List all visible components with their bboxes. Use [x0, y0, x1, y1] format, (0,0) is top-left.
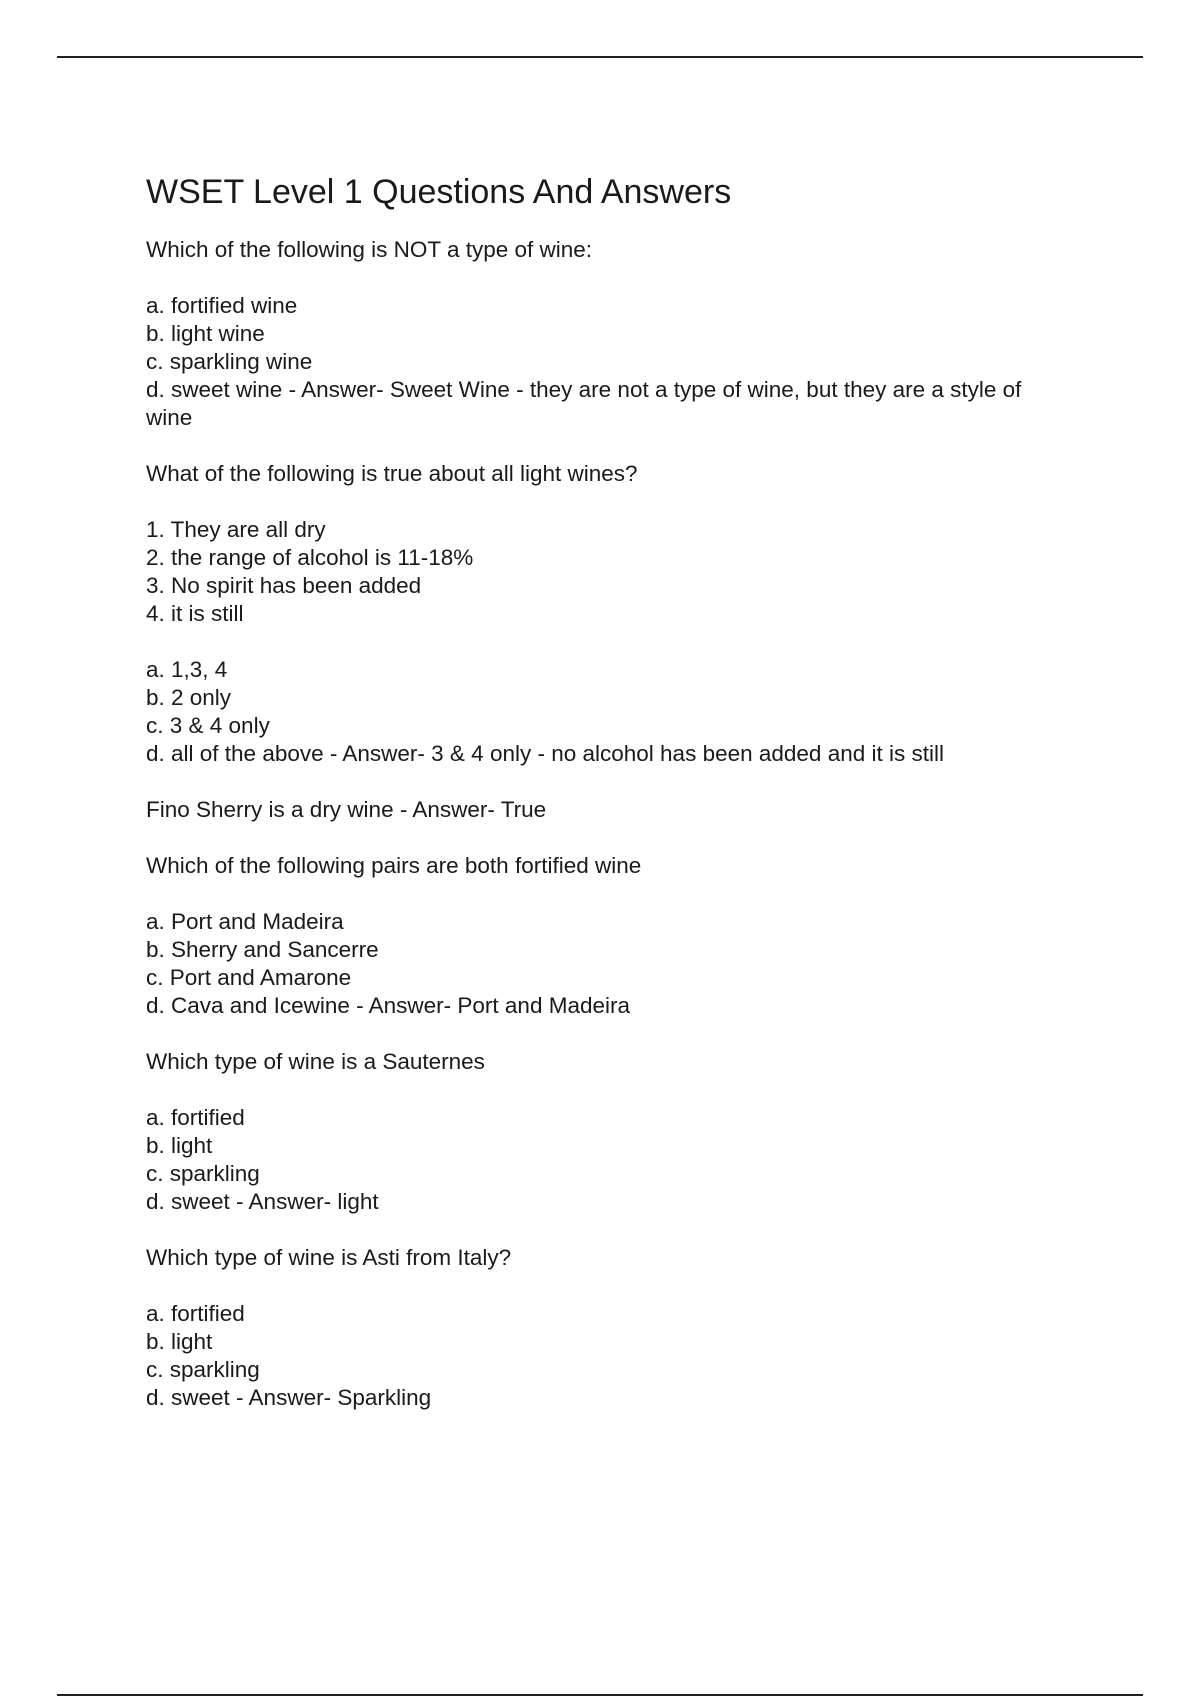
statement-line: 2. the range of alcohol is 11-18%	[146, 545, 474, 570]
option-line: d. sweet wine - Answer- Sweet Wine - they are not a type of wine, but they are a style of	[146, 377, 1022, 402]
text-line: What of the following is true about all light wines?	[146, 461, 638, 486]
option-line: a. 1,3, 4	[146, 657, 228, 682]
question-4-options	[146, 908, 1096, 1020]
option-line: c. Port and Amarone	[146, 965, 352, 990]
question-6-options	[146, 1300, 1096, 1412]
option-line: wine	[146, 405, 193, 430]
option-line: a. fortified	[146, 1301, 245, 1326]
question-2-prompt	[146, 460, 1096, 488]
question-5-prompt	[146, 1048, 1096, 1076]
question-3-statement	[146, 796, 1096, 824]
header-rule	[57, 56, 1143, 58]
option-line: c. sparkling	[146, 1357, 260, 1382]
question-6-prompt	[146, 1244, 1096, 1272]
question-2-options	[146, 656, 1096, 768]
document-page	[146, 170, 1096, 1440]
option-line: c. sparkling	[146, 1161, 260, 1186]
option-line: a. Port and Madeira	[146, 909, 344, 934]
statement-line: 3. No spirit has been added	[146, 573, 422, 598]
text-line: Which of the following is NOT a type of wine:	[146, 237, 593, 262]
text-line: Which type of wine is Asti from Italy?	[146, 1245, 512, 1270]
option-line: d. sweet - Answer- light	[146, 1189, 379, 1214]
question-4-prompt	[146, 852, 1096, 880]
statement-line: 1. They are all dry	[146, 517, 326, 542]
option-line: b. light	[146, 1133, 213, 1158]
option-line: c. 3 & 4 only	[146, 713, 270, 738]
document-title: WSET Level 1 Questions And Answers	[146, 173, 732, 211]
option-line: b. 2 only	[146, 685, 232, 710]
footer-rule	[57, 1694, 1143, 1696]
text-line: Which of the following pairs are both fortified wine	[146, 853, 642, 878]
option-line: d. sweet - Answer- Sparkling	[146, 1385, 432, 1410]
question-1-prompt	[146, 236, 1096, 264]
question-5-options	[146, 1104, 1096, 1216]
option-line: d. all of the above - Answer- 3 & 4 only - no alcohol has been added and it is still	[146, 741, 944, 766]
question-1-options	[146, 292, 1096, 432]
question-2-statements	[146, 516, 1096, 628]
option-line: b. light wine	[146, 321, 265, 346]
option-line: c. sparkling wine	[146, 349, 313, 374]
option-line: a. fortified wine	[146, 293, 298, 318]
option-line: b. light	[146, 1329, 213, 1354]
text-line: Fino Sherry is a dry wine - Answer- True	[146, 797, 547, 822]
option-line: a. fortified	[146, 1105, 245, 1130]
option-line: b. Sherry and Sancerre	[146, 937, 379, 962]
statement-line: 4. it is still	[146, 601, 244, 626]
text-line: Which type of wine is a Sauternes	[146, 1049, 485, 1074]
option-line: d. Cava and Icewine - Answer- Port and Madeira	[146, 993, 630, 1018]
